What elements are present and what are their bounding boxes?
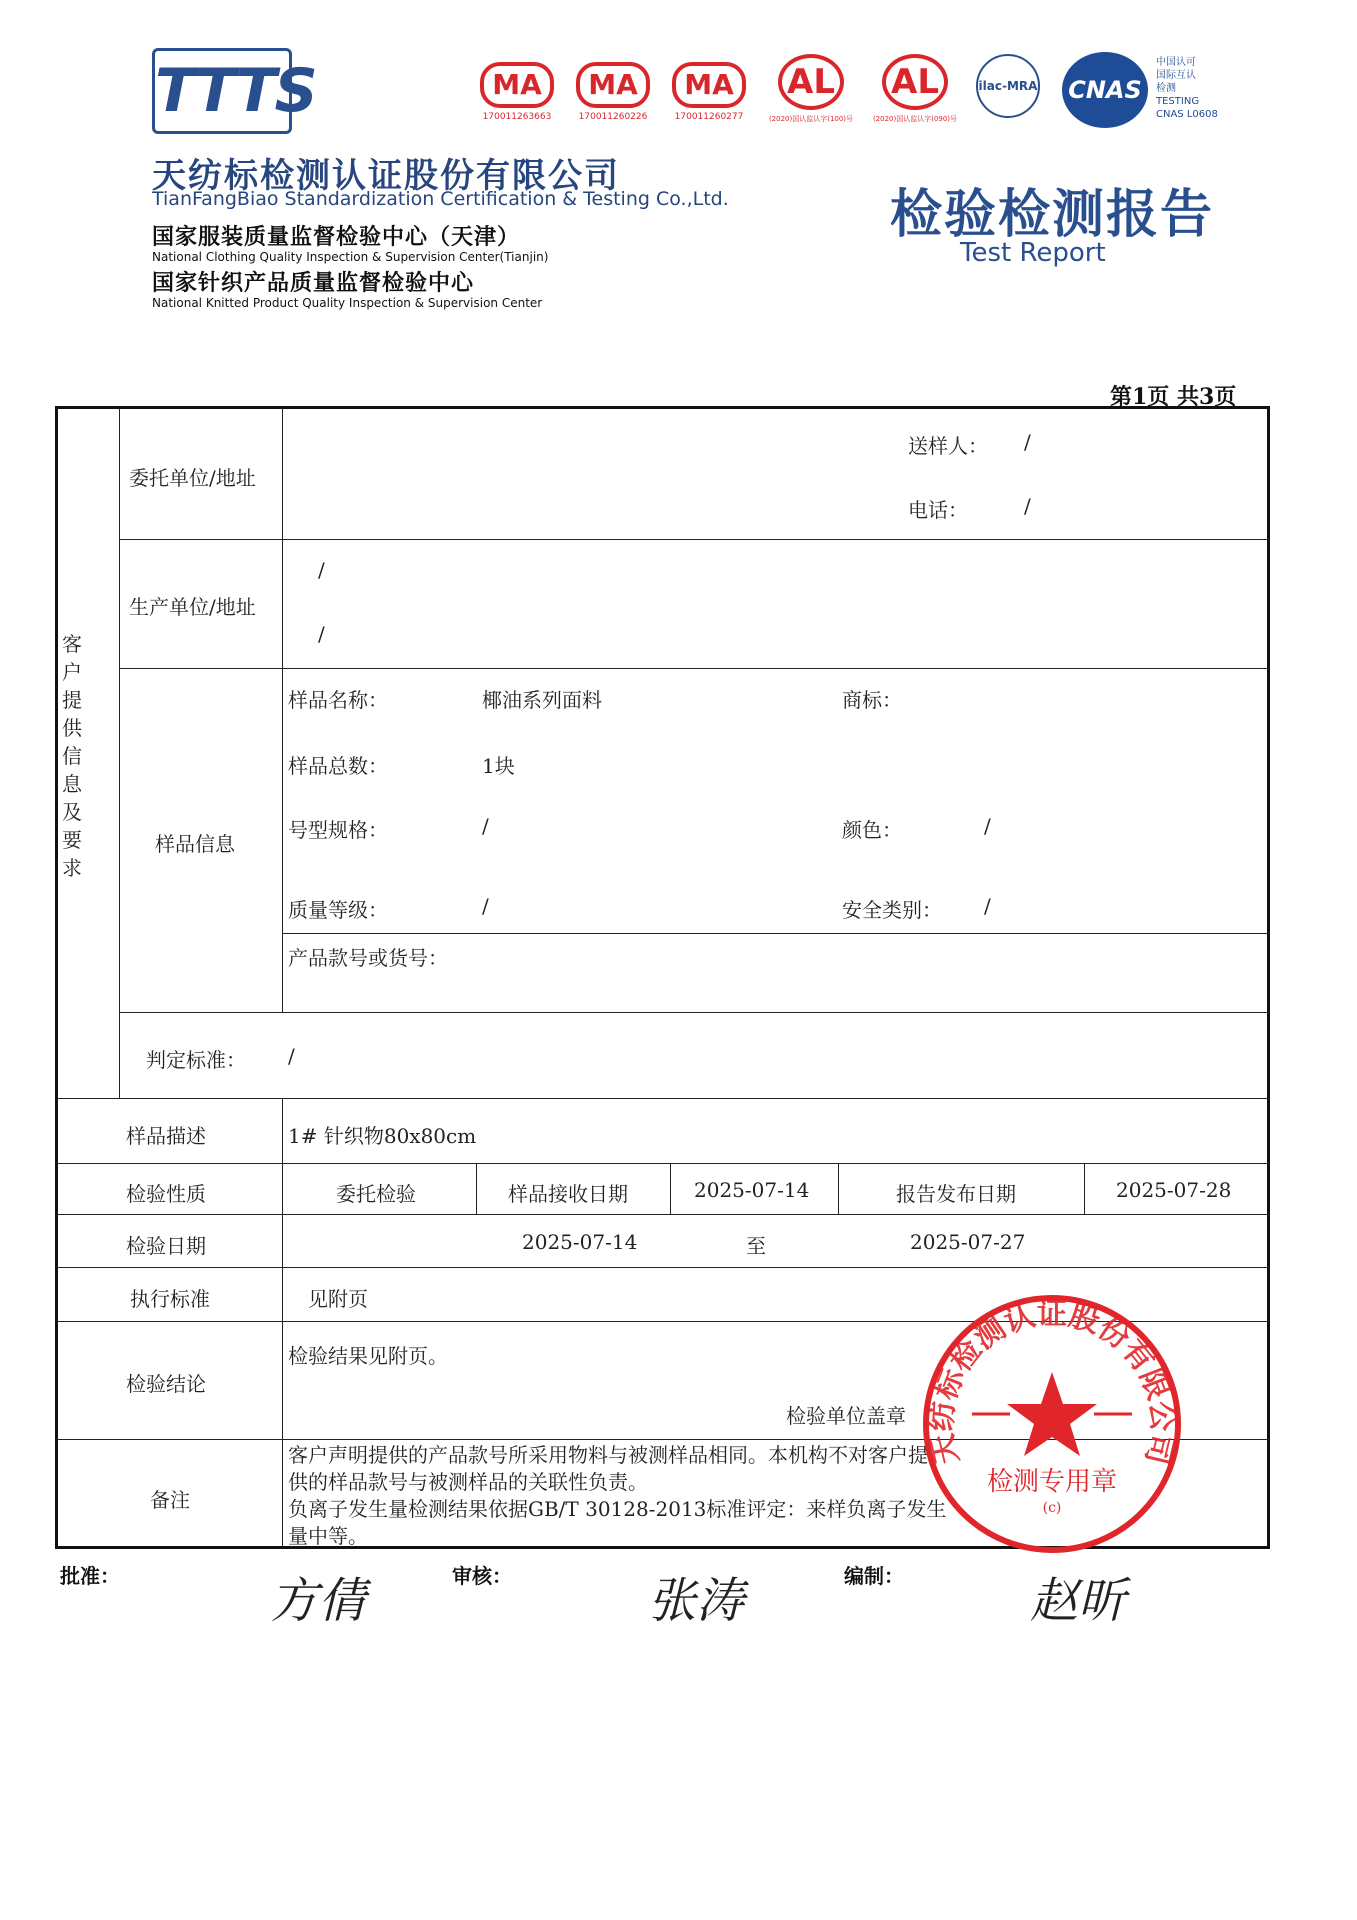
grid-line (119, 539, 1269, 540)
grade-label: 质量等级： (288, 898, 388, 922)
cal-mark-1 (766, 54, 856, 124)
test-date-label: 检验日期 (126, 1234, 206, 1258)
test-date-to: 至 (746, 1234, 766, 1258)
remarks-line: 客户声明提供的产品款号所采用物料与被测样品相同。本机构不对客户提 (288, 1443, 928, 1467)
test-nature-value: 委托检验 (336, 1182, 416, 1206)
remarks-line: 量中等。 (288, 1524, 368, 1548)
sample-name-value: 椰油系列面料 (482, 688, 602, 712)
cal-logo-icon: AL (882, 54, 948, 110)
compile-signature: 赵昕 (1030, 1573, 1127, 1629)
remarks-text (288, 1442, 946, 1550)
review-signature: 张涛 (648, 1573, 745, 1629)
phone-label: 电话： (908, 498, 968, 522)
grid-line (57, 1163, 1269, 1164)
grid-line (282, 1098, 283, 1548)
judgment-standard-label: 判定标准： (146, 1048, 246, 1072)
ttts-logo: TTTS (152, 48, 292, 134)
ilac-mra-logo-icon: ilac-MRA (976, 54, 1040, 118)
sample-description-value: 1# 针织物80x80cm (288, 1124, 477, 1148)
clothing-center-cn: 国家服装质量监督检验中心（天津） (152, 225, 521, 250)
receive-date-value: 2025-07-14 (694, 1178, 810, 1202)
exec-standard-label: 执行标准 (130, 1287, 210, 1311)
grid-line (119, 408, 120, 1098)
judgment-standard-value: / (288, 1044, 295, 1068)
seal-mark: (c) (1042, 1500, 1062, 1516)
knitted-center-cn: 国家针织产品质量监督检验中心 (152, 271, 475, 296)
test-date-start: 2025-07-14 (522, 1230, 638, 1254)
sender-value: / (1024, 430, 1031, 454)
seal-star-icon (1007, 1372, 1097, 1456)
stamp-note: 检验单位盖章 (786, 1404, 906, 1428)
cma-mark-3 (670, 62, 748, 122)
client-label: 委托单位/地址 (129, 466, 256, 490)
company-name-cn: 天纺标检测认证股份有限公司 (152, 156, 620, 196)
size-value: / (482, 814, 489, 838)
grid-line (119, 668, 1269, 669)
remarks-line: 负离子发生量检测结果依据GB/T 30128-2013标准评定：来样负离子发生 (288, 1497, 947, 1521)
cma-mark-1 (478, 62, 556, 122)
grade-value: / (482, 894, 489, 918)
conclusion-label: 检验结论 (126, 1372, 206, 1396)
remarks-line: 供的样品款号与被测样品的关联性负责。 (288, 1470, 648, 1494)
test-nature-label: 检验性质 (126, 1182, 206, 1206)
seal-ring-text: 天纺标检测认证股份有限公司 (924, 1296, 1180, 1468)
official-seal (918, 1290, 1186, 1558)
grid-line (57, 1098, 1269, 1099)
grid-line (1084, 1163, 1085, 1214)
test-date-end: 2025-07-27 (910, 1230, 1026, 1254)
approve-label: 批准： (60, 1564, 120, 1588)
color-value: / (984, 814, 991, 838)
remarks-label: 备注 (150, 1488, 190, 1512)
cma-logo-icon: MA (480, 62, 554, 108)
grid-line (476, 1163, 477, 1214)
cal-number: (2020)国认监认字(090)号 (872, 115, 958, 123)
grid-line (57, 1267, 1269, 1268)
issue-date-label: 报告发布日期 (896, 1182, 1016, 1206)
cal-logo-icon: AL (778, 54, 844, 110)
grid-line (119, 1012, 1269, 1013)
cma-number: 170011263663 (482, 112, 552, 122)
phone-value: / (1024, 494, 1031, 518)
sample-description-label: 样品描述 (126, 1124, 206, 1148)
customer-info-vertical-label: 客户提供信息及要求 (62, 632, 82, 880)
report-title-cn: 检验检测报告 (890, 184, 1215, 245)
report-title-en: Test Report (960, 238, 1106, 268)
cal-number: (2020)国认监认字(100)号 (768, 115, 854, 123)
grid-line (282, 933, 1269, 934)
exec-standard-value: 见附页 (308, 1287, 368, 1311)
color-label: 颜色： (842, 818, 902, 842)
producer-label: 生产单位/地址 (129, 595, 256, 619)
sender-label: 送样人： (908, 434, 988, 458)
grid-line (57, 1214, 1269, 1215)
sample-count-label: 样品总数： (288, 754, 388, 778)
seal-inner-text: 检测专用章 (986, 1467, 1118, 1497)
cal-mark-2 (870, 54, 960, 124)
sample-info-label: 样品信息 (155, 832, 235, 856)
size-label: 号型规格： (288, 818, 388, 842)
cma-logo-icon: MA (672, 62, 746, 108)
knitted-center-en: National Knitted Product Quality Inspection & Supervision Center (152, 296, 543, 310)
company-name-en: TianFangBiao Standardization Certification & Testing Co.,Ltd. (152, 188, 729, 210)
safety-value: / (984, 894, 991, 918)
brand-label: 商标： (842, 688, 902, 712)
producer-line-1: / (318, 558, 325, 582)
sample-count-value: 1块 (482, 754, 515, 778)
cma-mark-2 (574, 62, 652, 122)
sample-name-label: 样品名称： (288, 688, 388, 712)
cnas-side-text: 中国认可 国际互认 检测 TESTING CNAS L0608 (1156, 57, 1218, 120)
cma-number: 170011260277 (674, 112, 744, 122)
cma-logo-icon: MA (576, 62, 650, 108)
receive-date-label: 样品接收日期 (508, 1182, 628, 1206)
style-number-label: 产品款号或货号： (288, 946, 448, 970)
grid-line (838, 1163, 839, 1214)
producer-line-2: / (318, 622, 325, 646)
page-indicator: 第1页 共3页 (1110, 384, 1237, 410)
cnas-logo-icon: CNAS (1062, 52, 1148, 128)
clothing-center-en: National Clothing Quality Inspection & Supervision Center(Tianjin) (152, 250, 549, 264)
cma-number: 170011260226 (578, 112, 648, 122)
grid-line (282, 408, 283, 1012)
grid-line (670, 1163, 671, 1214)
issue-date-value: 2025-07-28 (1116, 1178, 1232, 1202)
safety-label: 安全类别： (842, 898, 942, 922)
conclusion-value: 检验结果见附页。 (288, 1344, 448, 1368)
approve-signature: 方倩 (270, 1573, 367, 1629)
review-label: 审核： (452, 1564, 512, 1588)
compile-label: 编制： (844, 1564, 904, 1588)
